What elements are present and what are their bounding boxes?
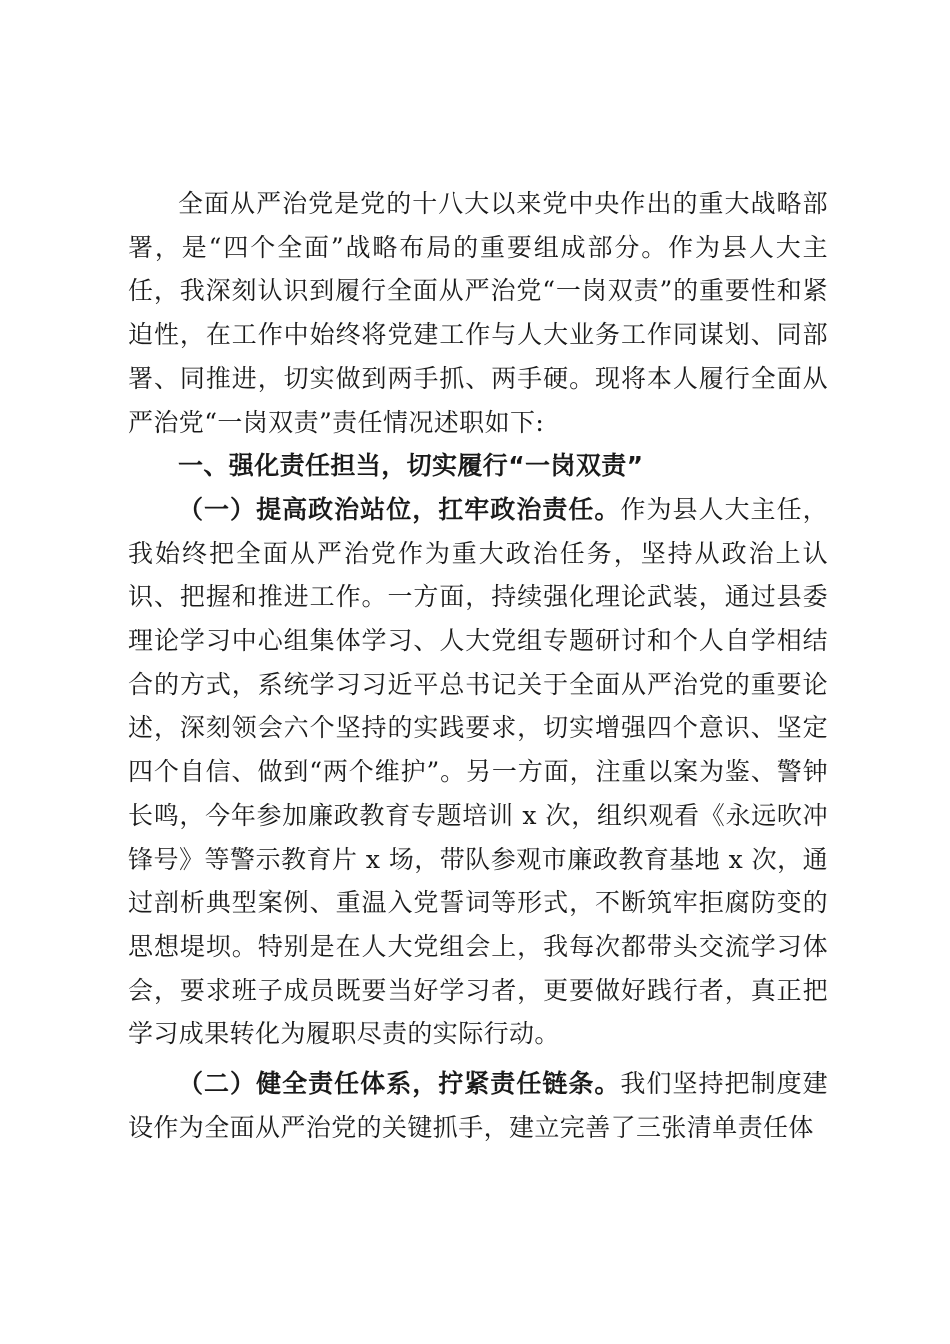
section-heading: 一、强化责任担当，切实履行“一岗双责”	[178, 451, 644, 481]
subsection-2-body: 我们坚持把制度建设作为全面从严治党的关键抓手，建立完善了三张清单责任体	[128, 1069, 828, 1142]
intro-paragraph: 全面从严治党是党的十八大以来党中央作出的重大战略部署，是“四个全面”战略布局的重要组成部分。作为县人大主任，我深刻认识到履行全面从严治党“一岗双责”的重要性和紧迫性，在工作中始终将党建工作与人大业务工作同谋划、同部署、同推进，切实做到两手抓、两手硬。现将本人履行全面从严治党“一岗双责”责任情况述职如下:	[128, 189, 828, 437]
subsection-2-paragraph	[128, 1062, 828, 1149]
document-body	[128, 182, 828, 1149]
subsection-1-body: 作为县人大主任，我始终把全面从严治党作为重大政治任务，坚持从政治上认识、把握和推进工作。一方面，持续强化理论武装，通过县委理论学习中心组集体学习、人大党组专题研讨和个人自学相结合的方式，系统学习习近平总书记关于全面从严治党的重要论述，深刻领会六个坚持的实践要求，切实增强四个意识、坚定四个自信、做到“两个维护”。另一方面，注重以案为鉴、警钟长鸣，今年参加廉政教育专题培训 x 次，组织观看《永远吹冲锋号》等警示教育片 x 场，带队参观市廉政教育基地 x 次，通过剖析典型案例、重温入党誓词等形式，不断筑牢拒腐防变的思想堤坝。特别是在人大党组会上，我每次都带头交流学习体会，要求班子成员既要当好学习者，更要做好践行者，真正把学习成果转化为履职尽责的实际行动。	[128, 494, 828, 1049]
subsection-2-title: （二）健全责任体系，拧紧责任链条。	[178, 1069, 621, 1099]
subsection-1-title: （一）提高政治站位，扛牢政治责任。	[178, 494, 621, 524]
subsection-1-paragraph	[128, 488, 828, 1056]
